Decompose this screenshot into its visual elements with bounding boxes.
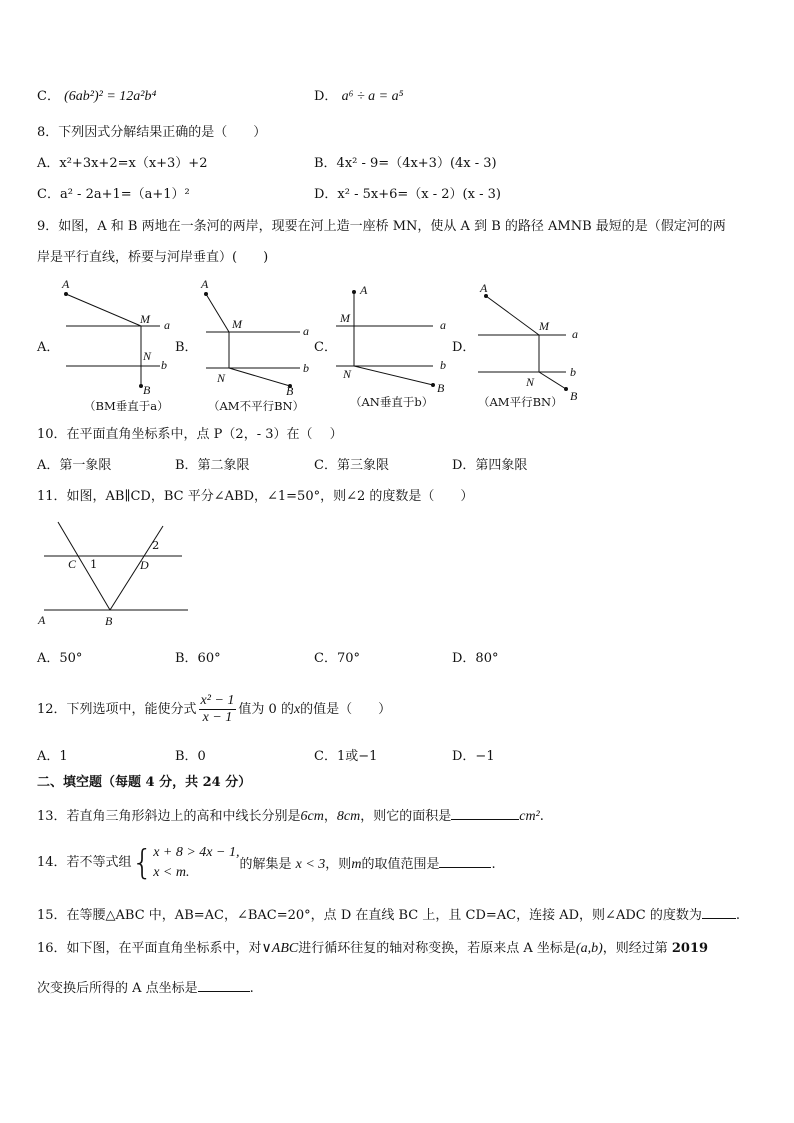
q8-option-b: B．4x² - 9=（4x+3）(4x - 3): [314, 156, 497, 171]
q9c-line-b: b: [440, 358, 446, 372]
q11-option-a: A．50°: [37, 651, 83, 666]
q11-option-b: B．60°: [175, 651, 221, 666]
q11-option-c: C．70°: [314, 651, 360, 666]
q9c-line-a: a: [440, 318, 446, 332]
q9b-point-m: M: [232, 317, 242, 331]
q9b-point-n: N: [217, 371, 226, 385]
q9-figure-d: [478, 281, 578, 409]
q8-option-d: D．x² - 5x+6=（x - 2）(x - 3): [314, 187, 501, 202]
q9b-caption: （AM不平行BN）: [208, 399, 305, 413]
q11-point-d: D: [140, 558, 149, 572]
q9c-point-m: M: [340, 311, 350, 325]
q9-figures: [0, 272, 794, 422]
q14-system: x + 8 > 4x − 1, x < m.: [153, 845, 240, 880]
q11-point-c: C: [68, 557, 77, 571]
q14-brace: {: [131, 843, 154, 883]
q9-stem-line2: 岸是平行直线，桥要与河岸垂直）( ): [37, 250, 269, 265]
q10-option-c: C．第三象限: [314, 458, 389, 473]
q9b-line-b: b: [303, 361, 309, 375]
q7-option-c: C． (6ab²)² = 12a²b⁴: [37, 89, 157, 104]
q9d-caption: （AM平行BN）: [478, 395, 563, 409]
q9-figure-b: [200, 277, 309, 413]
q9b-point-a: A: [201, 277, 209, 291]
q12-option-b: B．0: [175, 749, 206, 764]
q9-label-d: D．: [452, 340, 476, 355]
q10-option-b: B．第二象限: [175, 458, 250, 473]
q9b-point-b: B: [286, 384, 294, 398]
q10-stem: 10．在平面直角坐标系中，点 P（2，- 3）在（ ）: [37, 427, 343, 442]
q9d-line-b: b: [570, 365, 576, 379]
q12-fraction: $\frac{\text{x² − 1}}{x - 1}$: [200, 693, 235, 725]
q7-option-c-expression: (6ab²)² = 12a²b⁴: [64, 89, 157, 104]
q12-option-c: C．1或−1: [314, 749, 378, 764]
q9d-point-b: B: [570, 389, 578, 403]
q9c-caption: （AN垂直于b）: [350, 395, 434, 409]
q9a-point-n: N: [143, 349, 152, 363]
q9a-point-m: M: [140, 312, 150, 326]
q11-point-b: B: [105, 614, 113, 628]
q9-label-a: A．: [37, 340, 60, 355]
q9d-point-n: N: [526, 375, 535, 389]
q12-option-d: D．−1: [452, 749, 495, 764]
q15-stem: 15．在等腰△ABC 中，AB=AC，∠BAC=20°，点 D 在直线 BC 上，且 CD=AC，连接 AD，则∠ADC 的度数为 .: [37, 904, 740, 925]
q10-option-a: A．第一象限: [37, 458, 112, 473]
q9d-line-a: a: [572, 327, 578, 341]
q9a-line-a: a: [164, 318, 170, 332]
q9-label-c: C．: [314, 340, 337, 355]
q14-answer-blank[interactable]: [439, 853, 491, 868]
q9-figure-a: [61, 277, 170, 413]
q8-stem: 8．下列因式分解结果正确的是（ ）: [37, 125, 267, 140]
q11-option-d: D．80°: [452, 651, 499, 666]
q9c-point-n: N: [343, 367, 352, 381]
q7-option-d: D． a⁶ ÷ a = a⁵: [314, 89, 404, 104]
section-heading-fill-in: 二、填空题（每题 4 分，共 24 分）: [37, 775, 252, 790]
q13-answer-blank[interactable]: [451, 805, 519, 820]
q11-angle-2: 2: [152, 538, 160, 552]
q9-figure-c: [336, 283, 446, 409]
q9a-caption: （BM垂直于a）: [84, 399, 169, 413]
q11-point-a: A: [38, 613, 46, 627]
q12-option-a: A．1: [37, 749, 68, 764]
q9c-point-b: B: [437, 381, 445, 395]
q14-stem: 14．若不等式组{ x + 8 > 4x − 1, x < m. 的解集是 x < 3，则m的取值范围是 .: [37, 843, 496, 883]
q9b-line-a: a: [303, 324, 309, 338]
q16-answer-blank[interactable]: [198, 977, 250, 992]
q11-figure: [30, 518, 210, 630]
q9a-point-a: A: [62, 277, 70, 291]
q7-option-d-expression: a⁶ ÷ a = a⁵: [341, 89, 404, 104]
q9d-point-a: A: [480, 281, 488, 295]
q15-answer-blank[interactable]: [702, 904, 736, 919]
q9c-point-a: A: [360, 283, 368, 297]
q8-option-a: A．x²+3x+2=x（x+3）+2: [37, 156, 208, 171]
q12-stem: 12．下列选项中，能使分式 $\frac{\text{x² − 1}}{x - 1}$ 值为 0 的x的值是（ ）: [37, 693, 392, 725]
q9-label-b: B．: [175, 340, 198, 355]
q16-stem-line2: 次变换后所得的 A 点坐标是 .: [37, 977, 254, 998]
q9a-point-b: B: [143, 383, 151, 397]
q9-stem-line1: 9．如图，A 和 B 两地在一条河的两岸，现要在河上造一座桥 MN，使从 A 到 B 的路径 AMNB 最短的是（假定河的两: [37, 219, 726, 234]
q11-angle-1: 1: [90, 557, 98, 571]
q10-option-d: D．第四象限: [452, 458, 528, 473]
q9a-line-b: b: [161, 358, 167, 372]
q13-stem: 13．若直角三角形斜边上的高和中线长分别是6cm，8cm，则它的面积是 cm².: [37, 805, 544, 826]
q16-stem-line1: 16．如下图，在平面直角坐标系中，对∨ABC进行循环往复的轴对称变换，若原来点 A 坐标是(a,b)，则经过第 2019: [37, 941, 709, 956]
q11-stem: 11．如图，AB∥CD，BC 平分∠ABD，∠1=50°，则∠2 的度数是（ ）: [37, 489, 474, 504]
q9d-point-m: M: [539, 319, 549, 333]
q8-option-c: C．a² - 2a+1=（a+1）²: [37, 187, 190, 202]
